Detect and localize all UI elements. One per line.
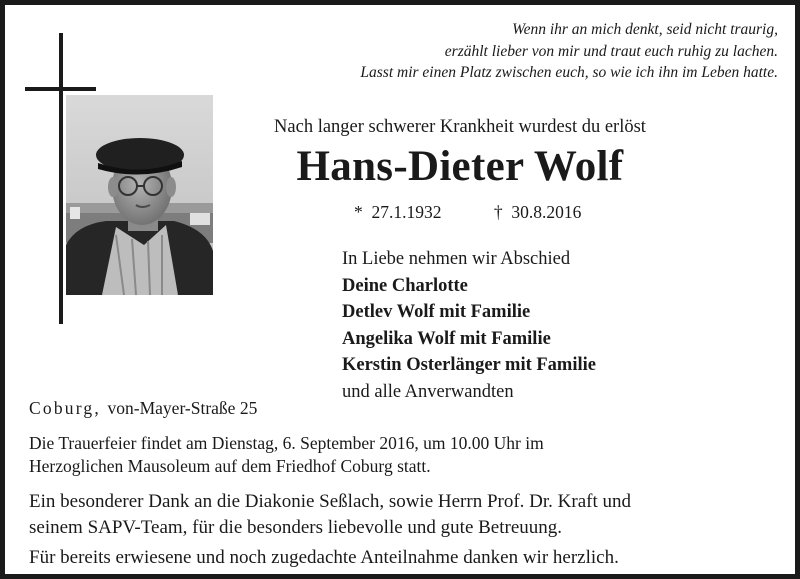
- poem-line: Lasst mir einen Platz zwischen euch, so wie ich ihn im Leben hatte.: [360, 64, 778, 81]
- mourners-outro: und alle Anverwandten: [342, 381, 514, 402]
- birth-date-value: 27.1.1932: [371, 202, 442, 222]
- thanks-line: Ein besonderer Dank an die Diakonie Seßlach, sowie Herrn Prof. Dr. Kraft und: [29, 491, 632, 512]
- birth-symbol: *: [354, 202, 363, 222]
- poem-line: Wenn ihr an mich denkt, seid nicht traurig,: [512, 21, 778, 38]
- intro-text: Nach langer schwerer Krankheit wurdest du erlöst: [274, 117, 646, 137]
- mourner-name: Deine Charlotte: [342, 275, 468, 296]
- mourners-intro: In Liebe nehmen wir Abschied: [342, 249, 571, 269]
- death-date-value: 30.8.2016: [511, 202, 582, 222]
- cross-icon: [59, 33, 63, 324]
- mourners: [342, 246, 596, 405]
- death-date: [494, 202, 582, 223]
- thanks-line: seinem SAPV-Team, für die besonders liebevolle und gute Betreuung.: [29, 517, 563, 538]
- funeral-line: Die Trauerfeier findet am Dienstag, 6. September 2016, um 10.00 Uhr im: [29, 433, 544, 453]
- address-city: Coburg: [29, 398, 95, 418]
- closing-text: Für bereits erwiesene und noch zugedachte Anteilnahme danken wir herzlich.: [29, 547, 619, 568]
- mourner-name: Kerstin Osterlänger mit Familie: [342, 355, 596, 375]
- cross-icon-bar: [25, 87, 96, 91]
- portrait-photo: [66, 95, 213, 295]
- funeral-info: [29, 432, 544, 478]
- death-symbol: †: [493, 202, 503, 222]
- thanks-text: [29, 489, 631, 541]
- address-street: von-Mayer-Straße 25: [107, 398, 258, 418]
- mourner-name: Angelika Wolf mit Familie: [342, 328, 551, 349]
- life-dates: [354, 202, 581, 223]
- address: Coburg, von-Mayer-Straße 25: [29, 398, 258, 418]
- birth-date: [354, 202, 442, 223]
- poem: [360, 19, 778, 84]
- poem-line: erzählt lieber von mir und traut euch ruhig zu lachen.: [444, 42, 778, 60]
- funeral-line: Herzoglichen Mausoleum auf dem Friedhof Coburg statt.: [29, 456, 431, 476]
- deceased-name: Hans-Dieter Wolf: [296, 143, 624, 190]
- mourner-name: Detlev Wolf mit Familie: [342, 302, 531, 322]
